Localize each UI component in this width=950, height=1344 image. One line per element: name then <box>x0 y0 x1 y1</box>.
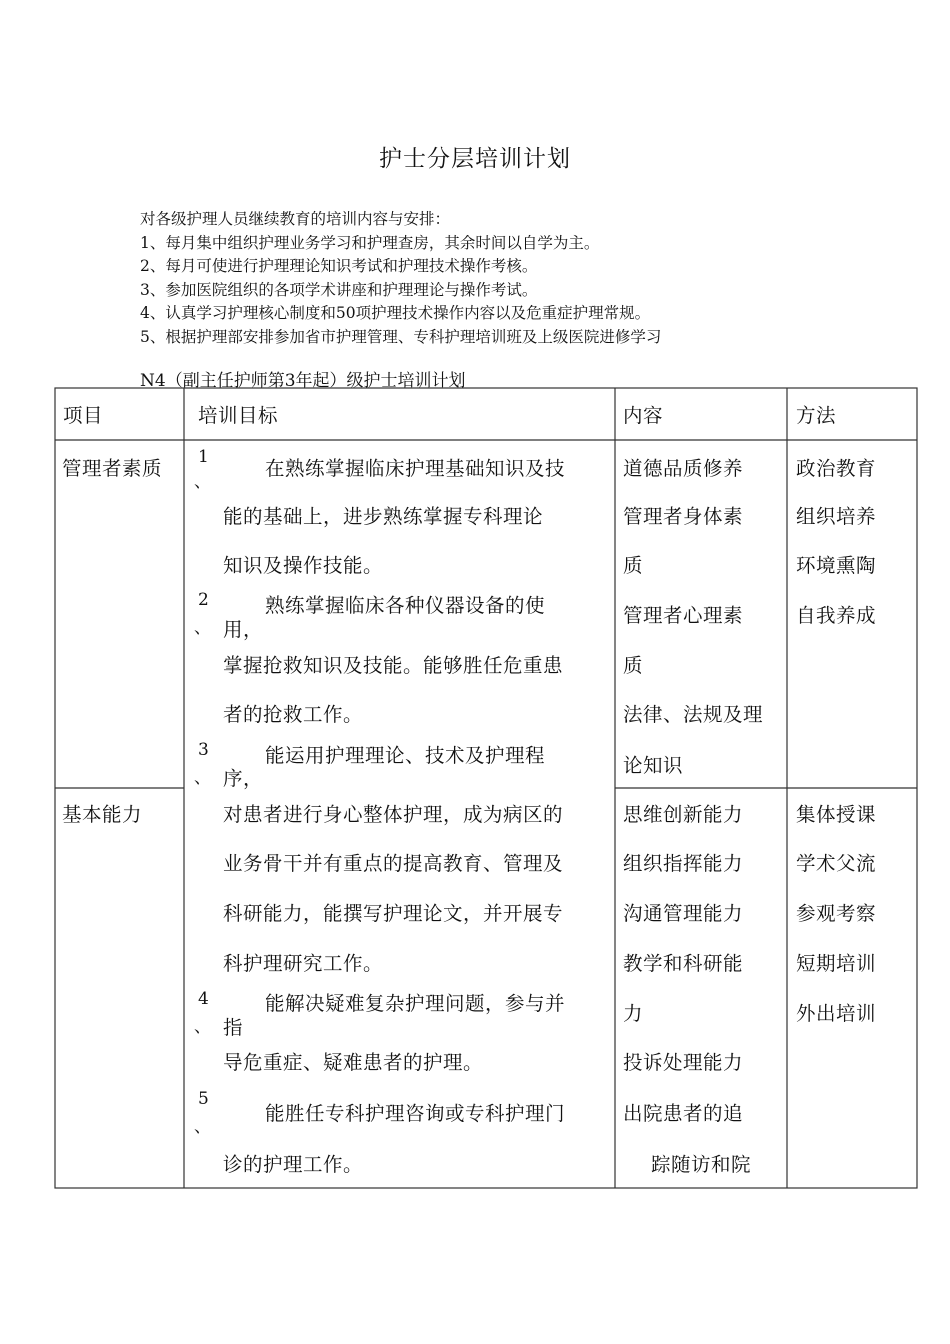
intro-item: 5、根据护理部安排参加省市护理管理、专科护理培训班及上级医院进修学习 <box>140 327 662 346</box>
goal-separator: 、 <box>194 472 211 492</box>
intro-item: 2、每月可使进行护理理论知识考试和护理技术操作考核。 <box>140 257 538 276</box>
goal-line: 者的抢救工作。 <box>223 703 364 726</box>
method-line: 自我养成 <box>796 604 877 627</box>
method-line: 学术父流 <box>796 852 877 875</box>
intro-heading: 对各级护理人员继续教育的培训内容与安排： <box>140 210 451 228</box>
content-line: 出院患者的追 <box>623 1102 744 1125</box>
row-item-label: 管理者素质 <box>62 457 163 480</box>
document-title: 护士分层培训计划 <box>379 146 571 172</box>
content-line: 思维创新能力 <box>623 803 744 826</box>
goal-number: 2 <box>198 590 209 610</box>
goal-separator: 、 <box>194 1017 211 1037</box>
content-line: 质 <box>623 554 644 577</box>
header-item: 项目 <box>63 404 104 427</box>
intro-item: 3、参加医院组织的各项学术讲座和护理理论与操作考试。 <box>140 280 538 299</box>
header-goal: 培训目标 <box>198 404 279 427</box>
content-line: 管理者身体素 <box>623 505 744 528</box>
goal-line: 能运用护理理论、技术及护理程 <box>265 744 546 767</box>
intro-item: 4、认真学习护理核心制度和50项护理技术操作内容以及危重症护理常规。 <box>140 304 651 323</box>
header-content: 内容 <box>623 404 664 427</box>
goal-line: 在熟练掌握临床护理基础知识及技 <box>265 457 566 480</box>
goal-line: 指 <box>223 1016 244 1039</box>
goal-line: 导危重症、疑难患者的护理。 <box>223 1051 484 1074</box>
goal-separator: 、 <box>194 1117 211 1137</box>
content-line: 投诉处理能力 <box>623 1051 744 1074</box>
goal-number: 3 <box>198 740 209 760</box>
content-line: 教学和科研能 <box>623 952 744 975</box>
goal-separator: 、 <box>194 618 211 638</box>
row-item-label: 基本能力 <box>62 803 143 826</box>
goal-number: 4 <box>198 989 209 1009</box>
content-line: 力 <box>623 1002 644 1025</box>
goal-line: 知识及操作技能。 <box>223 554 384 577</box>
goal-number: 1 <box>198 447 209 467</box>
goal-line: 能胜任专科护理咨询或专科护理门 <box>265 1102 566 1125</box>
content-line: 道德品质修养 <box>623 457 744 480</box>
goal-line: 对患者进行身心整体护理，成为病区的 <box>223 803 564 826</box>
goal-line: 科护理研究工作。 <box>223 952 384 975</box>
method-line: 外出培训 <box>796 1002 877 1025</box>
goal-line: 掌握抢救知识及技能。能够胜任危重患 <box>223 654 564 677</box>
intro-item: 1、每月集中组织护理业务学习和护理查房，其余时间以自学为主。 <box>140 233 600 252</box>
goal-number: 5 <box>198 1089 209 1109</box>
goal-line: 诊的护理工作。 <box>223 1153 364 1176</box>
content-line: 组织指挥能力 <box>623 852 744 875</box>
content-line: 质 <box>623 654 644 677</box>
method-line: 短期培训 <box>796 952 877 975</box>
goal-separator: 、 <box>194 768 211 788</box>
method-line: 集体授课 <box>796 803 877 826</box>
goal-line: 能的基础上，进步熟练掌握专科理论 <box>223 505 544 528</box>
method-line: 组织培养 <box>796 505 877 528</box>
content-line: 管理者心理素 <box>623 604 744 627</box>
header-method: 方法 <box>796 404 837 427</box>
method-line: 政治教育 <box>796 457 877 480</box>
goal-line: 熟练掌握临床各种仪器设备的使 <box>265 594 546 617</box>
content-line: 法律、法规及理 <box>623 703 764 726</box>
method-line: 环境熏陶 <box>796 554 877 577</box>
content-line: 踪随访和院 <box>651 1153 752 1176</box>
goal-line: 用， <box>223 618 264 641</box>
goal-line: 科研能力，能撰写护理论文，并开展专 <box>223 902 564 925</box>
content-line: 论知识 <box>623 754 684 777</box>
goal-line: 业务骨干并有重点的提高教育、管理及 <box>223 852 564 875</box>
content-line: 沟通管理能力 <box>623 902 744 925</box>
goal-line: 序， <box>223 767 264 790</box>
goal-line: 能解决疑难复杂护理问题，参与并 <box>265 992 566 1015</box>
method-line: 参观考察 <box>796 902 877 925</box>
plan-title: N4（副主任护师第3年起）级护士培训计划 <box>140 371 466 391</box>
